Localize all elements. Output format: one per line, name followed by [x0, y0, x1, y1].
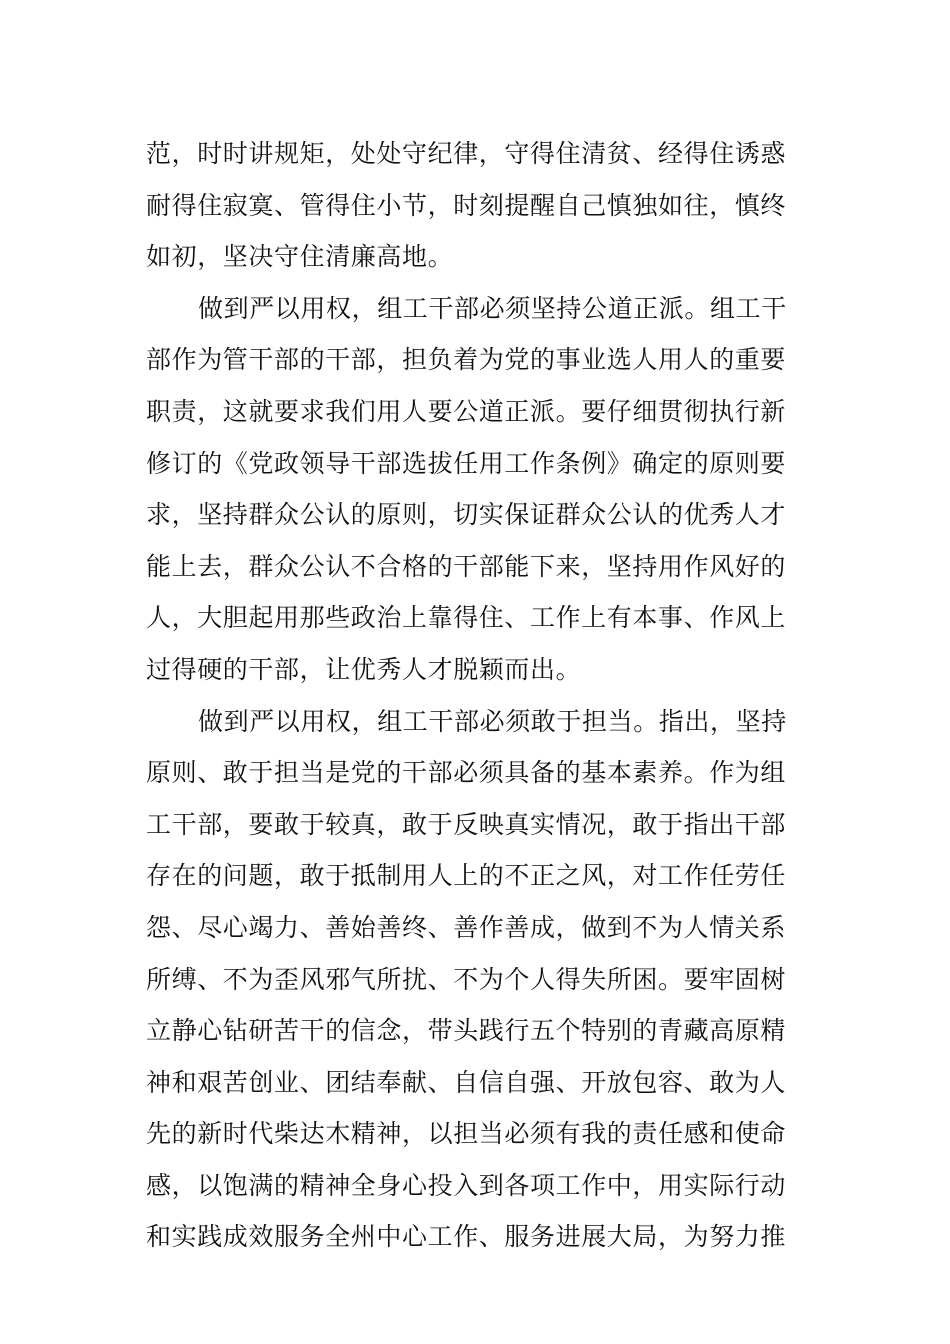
- text-line: 感，以饱满的精神全身心投入到各项工作中，用实际行动: [146, 1170, 787, 1200]
- paragraph-first-line: 做到严以用权，组工干部必须敢于担当。指出，坚持: [198, 706, 787, 736]
- text-line: 和实践成效服务全州中心工作、服务进展大局，为努力推: [146, 1222, 787, 1252]
- text-line: 先的新时代柴达木精神，以担当必须有我的责任感和使命: [146, 1119, 787, 1149]
- text-line: 人，大胆起用那些政治上靠得住、工作上有本事、作风上: [146, 603, 787, 633]
- text-line: 原则、敢于担当是党的干部必须具备的基本素养。作为组: [146, 758, 787, 788]
- text-line: 工干部，要敢于较真，敢于反映真实情况，敢于指出干部: [146, 809, 787, 839]
- text-line: 所缚、不为歪风邪气所扰、不为个人得失所困。要牢固树: [146, 964, 787, 994]
- text-line: 存在的问题，敢于抵制用人上的不正之风，对工作任劳任: [146, 861, 787, 891]
- text-line: 耐得住寂寞、管得住小节，时刻提醒自己慎独如往，慎终: [146, 190, 787, 220]
- text-line: 部作为管干部的干部，担负着为党的事业选人用人的重要: [146, 345, 787, 375]
- text-line: 如初，坚决守住清廉高地。: [146, 242, 454, 272]
- text-line: 能上去，群众公认不合格的干部能下来，坚持用作风好的: [146, 551, 787, 581]
- text-line: 修订的《党政领导干部选拔任用工作条例》确定的原则要: [146, 448, 787, 478]
- text-line: 求，坚持群众公认的原则，切实保证群众公认的优秀人才: [146, 500, 787, 530]
- text-line: 职责，这就要求我们用人要公道正派。要仔细贯彻执行新: [146, 396, 787, 426]
- text-line: 怨、尽心竭力、善始善终、善作善成，做到不为人情关系: [146, 912, 787, 942]
- text-line: 范，时时讲规矩，处处守纪律，守得住清贫、经得住诱惑: [146, 139, 787, 168]
- document-body: [146, 128, 806, 1263]
- text-line: 过得硬的干部，让优秀人才脱颖而出。: [146, 654, 582, 684]
- text-line: 神和艰苦创业、团结奉献、自信自强、开放包容、敢为人: [146, 1067, 787, 1097]
- paragraph-first-line: 做到严以用权，组工干部必须坚持公道正派。组工干: [198, 293, 787, 323]
- text-line: 立静心钻研苦干的信念，带头践行五个特别的青藏高原精: [146, 1016, 787, 1046]
